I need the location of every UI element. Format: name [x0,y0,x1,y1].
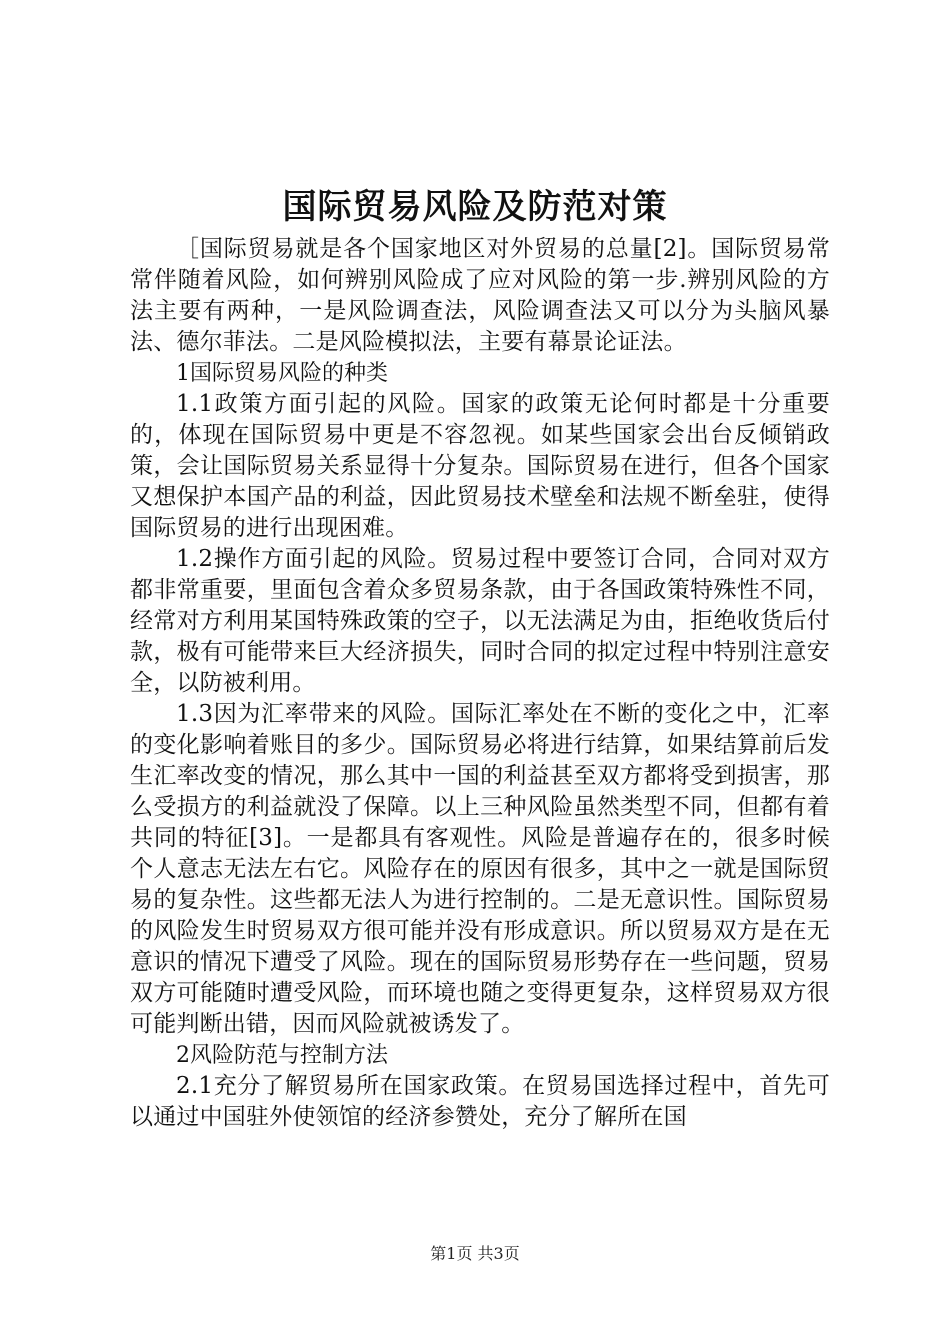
section-heading-1: 1国际贸易风险的种类 [176,361,388,386]
paragraph-1-1: 1.1政策方面引起的风险。国家的政策无论何时都是十分重要的，体现在国际贸易中更是不容忽视。如某些国家会出台反倾销政策，会让国际贸易关系显得十分复杂。国际贸易在进行，但各个国家又想保护本国产品的利益，因此贸易技术壁垒和法规不断垒驻，使得国际贸易的进行出现困难。 [130,391,830,541]
paragraph-1-3: 1.3因为汇率带来的风险。国际汇率处在不断的变化之中，汇率的变化影响着账目的多少。国际贸易必将进行结算，如果结算前后发生汇率改变的情况，那么其中一国的利益甚至双方都将受到损害，那么受损方的利益就没了保障。以上三种风险虽然类型不同，但都有着共同的特征[3]。一是都具有客观性。风险是普遍存在的，很多时候个人意志无法左右它。风险存在的原因有很多，其中之一就是国际贸易的复杂性。这些都无法人为进行控制的。二是无意识性。国际贸易的风险发生时贸易双方很可能并没有形成意识。所以贸易双方是在无意识的情况下遭受了风险。现在的国际贸易形势存在一些问题，贸易双方可能随时遭受风险，而环境也随之变得更复杂，这样贸易双方很可能判断出错，因而风险就被诱发了。 [130,701,830,1037]
paragraph-2-1: 2.1充分了解贸易所在国家政策。在贸易国选择过程中，首先可以通过中国驻外使领馆的经济参赞处，充分了解所在国 [130,1073,830,1130]
paragraph-1-2: 1.2操作方面引起的风险。贸易过程中要签订合同，合同对双方都非常重要，里面包含着众多贸易条款，由于各国政策特殊性不同，经常对方利用某国特殊政策的空子，以无法满足为由，拒绝收货后付款，极有可能带来巨大经济损失，同时合同的拟定过程中特别注意安全，以防被利用。 [130,546,830,696]
page-footer: 第1页 共3页 [430,1244,520,1263]
intro-paragraph: ［国际贸易就是各个国家地区对外贸易的总量[2]。国际贸易常常伴随着风险，如何辨别风险成了应对风险的第一步.辨别风险的方法主要有两种，一是风险调查法，风险调查法又可以分为头脑风暴法、德尔菲法。二是风险模拟法，主要有幕景论证法。 [130,236,830,355]
page-title: 国际贸易风险及防范对策 [282,187,668,227]
document-body [130,234,830,1133]
section-heading-2: 2风险防范与控制方法 [176,1043,388,1068]
